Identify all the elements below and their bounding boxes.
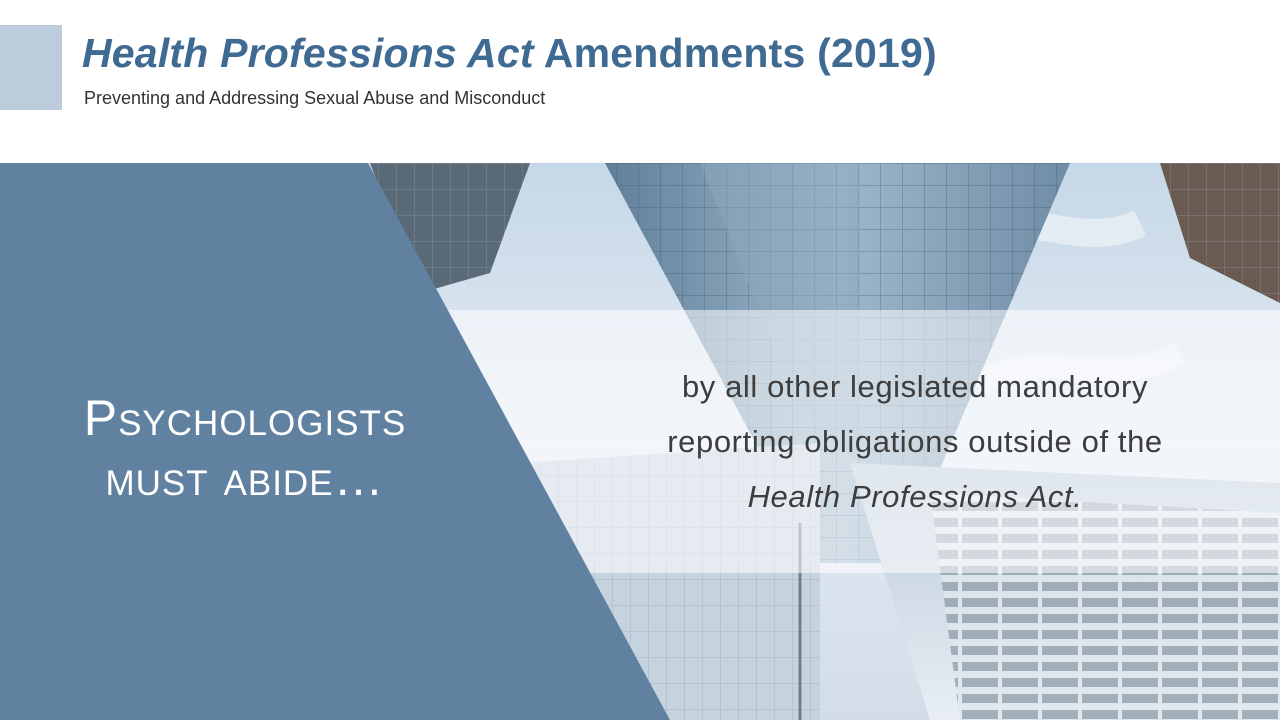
obligations-line-2: reporting obligations outside of the: [667, 424, 1163, 459]
psychologists-heading: [30, 388, 460, 508]
obligations-line-3: Health Professions Act.: [747, 479, 1083, 514]
header-accent-block: [0, 25, 62, 110]
obligations-line-1: by all other legislated mandatory: [681, 369, 1149, 404]
title-amendments: Amendments (2019): [533, 30, 937, 76]
title-act-name: Health Professions Act: [82, 30, 534, 76]
slide-subtitle: Preventing and Addressing Sexual Abuse and Misconduct: [84, 88, 546, 108]
heading-line-1: Psychologists: [83, 390, 407, 446]
obligations-text: [590, 359, 1240, 524]
slide-header: [0, 0, 1280, 163]
slide-title: [82, 30, 937, 77]
hero-section: [0, 163, 1280, 720]
heading-line-2: must abide…: [105, 450, 385, 506]
